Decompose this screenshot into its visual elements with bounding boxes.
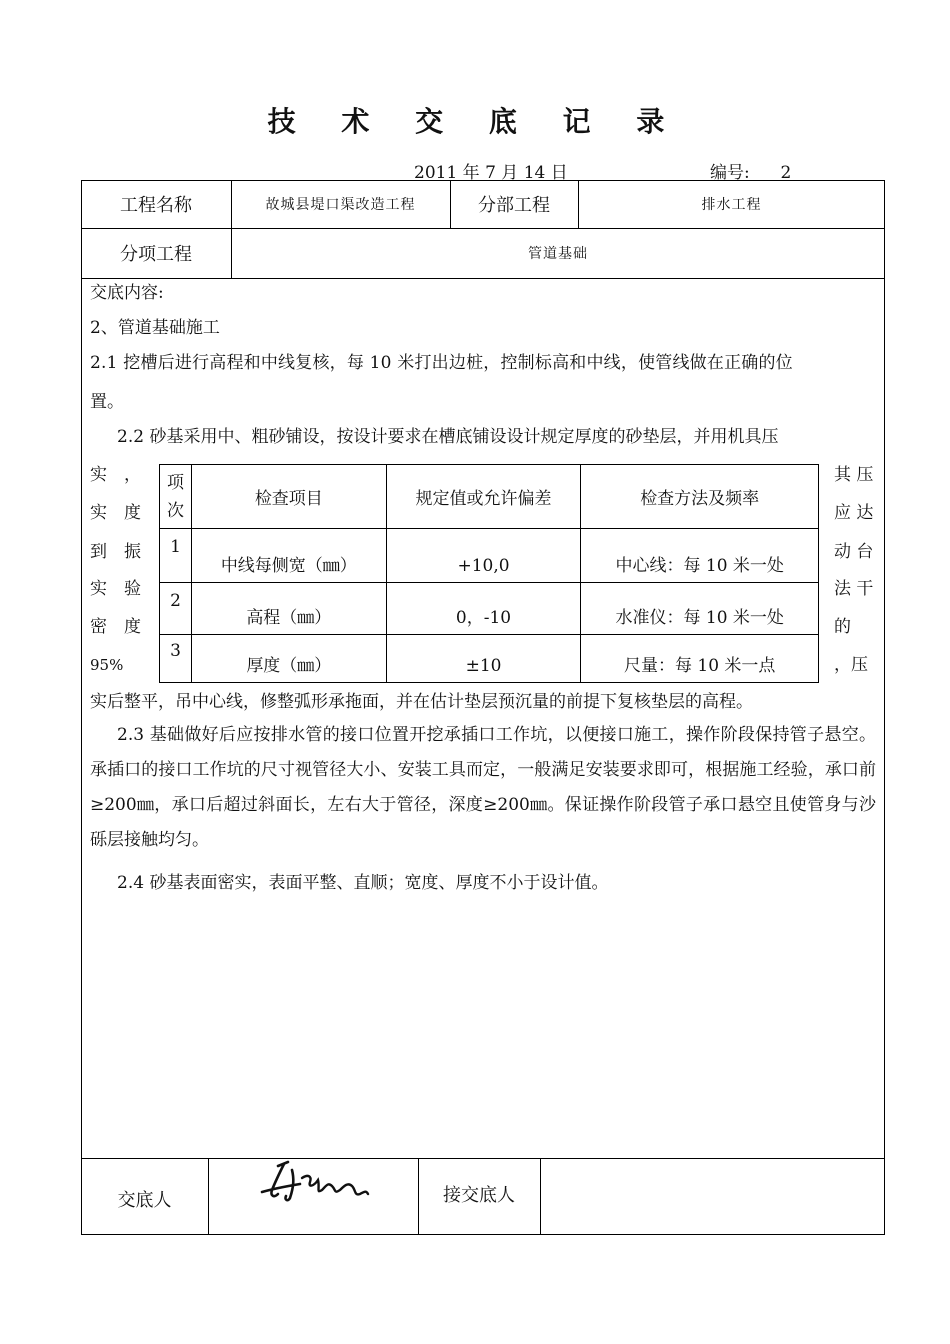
division-label: 分部工程 — [478, 195, 550, 216]
table-row — [160, 583, 819, 635]
receiver-label: 接交底人 — [443, 1185, 515, 1206]
table-row — [160, 635, 819, 683]
item-label: 分项工程 — [120, 244, 192, 265]
project-name-value: 故城县堤口渠改造工程 — [265, 197, 416, 213]
side-text-left: 实 度 — [90, 503, 141, 523]
item-value: 管道基础 — [528, 246, 588, 262]
serial-label: 编号: — [710, 163, 750, 183]
table-cell: 尺量：每 10 米一点 — [581, 635, 819, 683]
division-value: 排水工程 — [701, 197, 762, 213]
table-cell: 中心线：每 10 米一处 — [581, 529, 819, 583]
divider — [208, 1158, 209, 1235]
table-cell: +10,0 — [386, 529, 581, 583]
table-row — [160, 529, 819, 583]
table-cell: 厚度（㎜） — [191, 635, 386, 683]
section-heading: 2、管道基础施工 — [90, 318, 220, 338]
inspection-table — [159, 464, 819, 683]
side-text-left: 实 验 — [90, 579, 141, 599]
side-text-right: 的 — [834, 617, 851, 637]
giver-label: 交底人 — [117, 1190, 172, 1211]
column-header: 检查方法及频率 — [581, 465, 819, 529]
side-text-right: 应 达 — [834, 503, 874, 523]
table-cell: ±10 — [386, 635, 581, 683]
side-text-left: 95% — [90, 656, 124, 674]
paragraph-2-1-cont: 置。 — [90, 392, 124, 412]
paragraph-2-2-cont: 实后整平，吊中心线，修整弧形承拖面，并在估计垫层预沉量的前提下复核垫层的高程。 — [90, 692, 753, 712]
side-text-right: 法 干 — [834, 579, 874, 599]
divider — [540, 1158, 541, 1235]
paragraph-2-1: 2.1 挖槽后进行高程和中线复核，每 10 米打出边桩，控制标高和中线，使管线做在正确的位 — [90, 353, 793, 373]
project-name-label: 工程名称 — [120, 195, 192, 216]
serial-value: 2 — [780, 163, 792, 183]
paragraph-2-4: 2.4 砂基表面密实，表面平整、直顺；宽度、厚度不小于设计值。 — [117, 873, 609, 893]
divider — [81, 278, 885, 279]
document-title: 技 术 交 底 记 录 — [267, 105, 683, 138]
side-text-right: 其 压 — [834, 465, 874, 485]
table-cell: 3 — [160, 635, 192, 683]
side-text-left: 密 度 — [90, 617, 141, 637]
paragraph-2-2: 2.2 砂基采用中、粗砂铺设，按设计要求在槽底铺设设计规定厚度的砂垫层，并用机具压 — [117, 427, 779, 447]
column-header: 检查项目 — [191, 465, 386, 529]
table-cell: 1 — [160, 529, 192, 583]
side-text-right: ，压 — [834, 655, 868, 675]
table-cell: 中线每侧宽（㎜） — [191, 529, 386, 583]
column-header: 项次 — [160, 465, 192, 529]
handwritten-signature — [256, 1160, 376, 1214]
side-text-left: 实 ， — [90, 465, 141, 485]
paragraph-2-3: 2.3 基础做好后应按排水管的接口位置开挖承插口工作坑，以便接口施工，操作阶段保持管子悬空。承插口的接口工作坑的尺寸视管径大小、安装工具而定，一般满足安装要求即可，根据施工经验，承口前≥200㎜，承口后超过斜面长，左右大于管径，深度≥200㎜。保证操作阶段管子承口悬空且使管身与沙砾层接触均匀。 — [90, 725, 876, 850]
column-header: 规定值或允许偏差 — [386, 465, 581, 529]
table-cell: 0，-10 — [386, 583, 581, 635]
record-date: 2011 年 7 月 14 日 — [414, 163, 568, 183]
divider — [81, 1158, 885, 1159]
table-cell: 2 — [160, 583, 192, 635]
table-cell: 水准仪：每 10 米一处 — [581, 583, 819, 635]
side-text-left: 到 振 — [90, 542, 141, 562]
table-cell: 高程（㎜） — [191, 583, 386, 635]
side-text-right: 动 台 — [834, 542, 874, 562]
table-header-row — [160, 465, 819, 529]
content-heading: 交底内容: — [90, 283, 164, 303]
